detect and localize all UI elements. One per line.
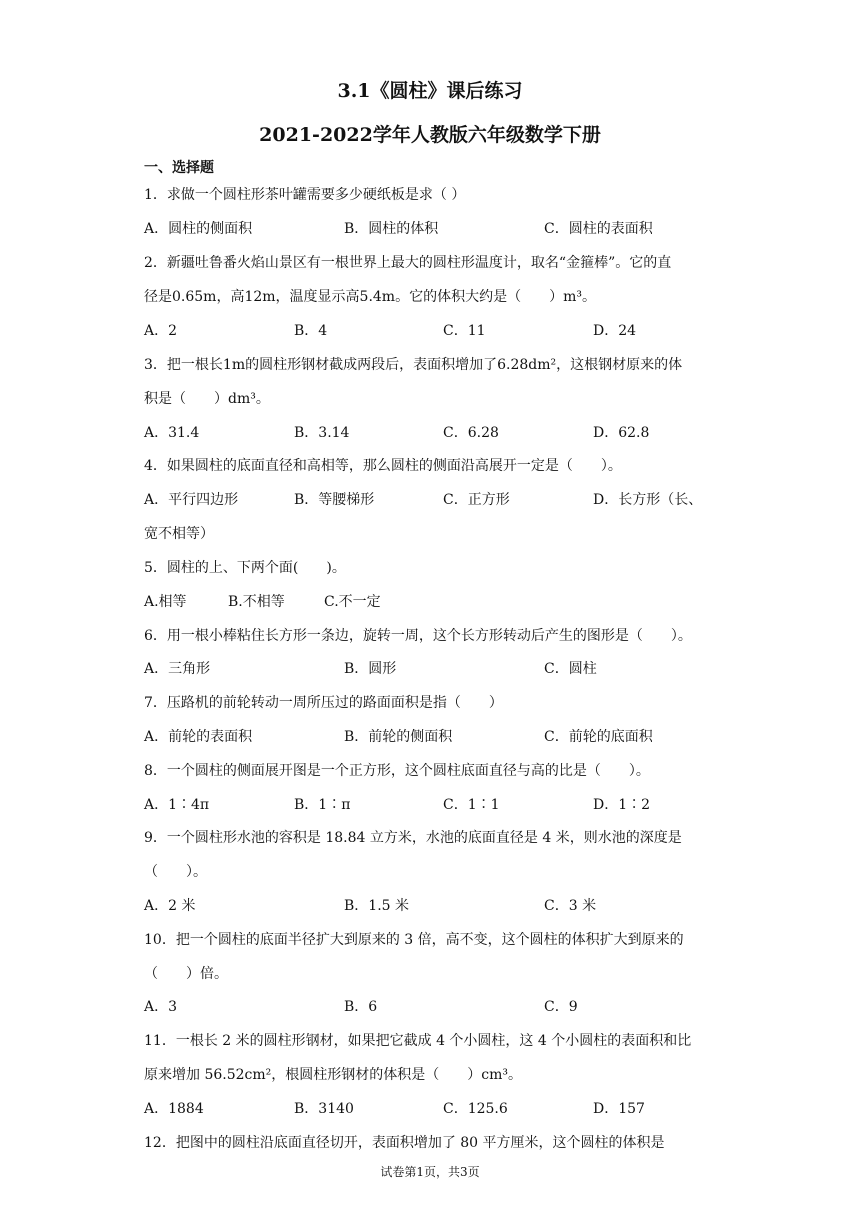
option-b: B．等腰梯形 — [294, 492, 375, 508]
option-c: C．125.6 — [443, 1101, 508, 1117]
option-a: A．三角形 — [144, 661, 211, 677]
page-subtitle: 2021-2022学年人教版六年级数学下册 — [259, 124, 601, 146]
section-heading: 一、选择题 — [144, 160, 214, 176]
option-a: A．31.4 — [144, 425, 200, 441]
option-c: C．圆柱的表面积 — [544, 221, 653, 237]
question-8: 8．一个圆柱的侧面展开图是一个正方形，这个圆柱底面直径与高的比是（ ）。 — [144, 763, 650, 779]
question-2-line-1: 2．新疆吐鲁番火焰山景区有一根世界上最大的圆柱形温度计，取名“金箍棒”。它的直 — [144, 255, 672, 271]
option-c: C．9 — [544, 999, 578, 1015]
option-b: B．6 — [344, 999, 378, 1015]
question-9-line-1: 9．一个圆柱形水池的容积是 18.84 立方米，水池的底面直径是 4 米，则水池的深度是 — [144, 830, 682, 846]
page-footer: 试卷第1页，共3页 — [380, 1165, 480, 1179]
option-b: B．3140 — [294, 1101, 354, 1117]
option-b: B．4 — [294, 323, 328, 339]
option-b: B．圆柱的体积 — [344, 221, 439, 237]
option-c: C．11 — [443, 323, 486, 339]
question-5: 5．圆柱的上、下两个面( )。 — [144, 560, 346, 576]
option-c: C．前轮的底面积 — [544, 729, 653, 745]
question-4-option-d-continued: 宽不相等） — [144, 526, 214, 542]
option-a: A．平行四边形 — [144, 492, 239, 508]
option-a: A.相等 — [144, 594, 187, 610]
option-c: C．圆柱 — [544, 661, 597, 677]
option-d: D．24 — [593, 323, 637, 339]
question-10-line-2: （ ）倍。 — [144, 966, 228, 982]
option-b: B．1.5 米 — [344, 898, 410, 914]
option-b: B．1∶π — [294, 797, 351, 813]
option-a: A．3 — [144, 999, 178, 1015]
option-c: C．6.28 — [443, 425, 499, 441]
question-3-line-2: 积是（ ）dm³。 — [144, 391, 270, 407]
option-a: A．2 米 — [144, 898, 196, 914]
option-d: D．157 — [593, 1101, 645, 1117]
question-6: 6．用一根小棒粘住长方形一条边，旋转一周，这个长方形转动后产生的图形是（ ）。 — [144, 628, 692, 644]
question-10-line-1: 10．把一个圆柱的底面半径扩大到原来的 3 倍，高不变，这个圆柱的体积扩大到原来的 — [144, 932, 684, 948]
question-7: 7．压路机的前轮转动一周所压过的路面面积是指（ ） — [144, 695, 503, 711]
option-b: B.不相等 — [228, 594, 285, 610]
question-11-line-1: 11．一根长 2 米的圆柱形钢材，如果把它截成 4 个小圆柱，这 4 个小圆柱的表面积和比 — [144, 1033, 692, 1049]
question-12: 12．把图中的圆柱沿底面直径切开，表面积增加了 80 平方厘米，这个圆柱的体积是 — [144, 1135, 665, 1151]
question-9-line-2: （ ）。 — [144, 864, 207, 880]
option-a: A．2 — [144, 323, 178, 339]
option-d: D．62.8 — [593, 425, 650, 441]
question-3-line-1: 3．把一根长1m的圆柱形钢材截成两段后，表面积增加了6.28dm²，这根钢材原来的体 — [144, 357, 683, 373]
question-1: 1．求做一个圆柱形茶叶罐需要多少硬纸板是求（ ） — [144, 187, 466, 203]
question-4: 4．如果圆柱的底面直径和高相等，那么圆柱的侧面沿高展开一定是（ ）。 — [144, 458, 622, 474]
option-c: C．正方形 — [443, 492, 510, 508]
option-c: C.不一定 — [324, 594, 381, 610]
option-d: D．长方形（长、 — [593, 492, 703, 508]
option-a: A．圆柱的侧面积 — [144, 221, 253, 237]
option-b: B．圆形 — [344, 661, 397, 677]
option-b: B．前轮的侧面积 — [344, 729, 453, 745]
option-d: D．1∶2 — [593, 797, 651, 813]
option-a: A．前轮的表面积 — [144, 729, 253, 745]
question-11-line-2: 原来增加 56.52cm²，根圆柱形钢材的体积是（ ）cm³。 — [144, 1067, 522, 1083]
option-a: A．1884 — [144, 1101, 204, 1117]
option-c: C．3 米 — [544, 898, 597, 914]
option-b: B．3.14 — [294, 425, 350, 441]
option-a: A．1∶4π — [144, 797, 210, 813]
option-c: C．1∶1 — [443, 797, 500, 813]
question-2-line-2: 径是0.65m，高12m，温度显示高5.4m。它的体积大约是（ ）m³。 — [144, 289, 596, 305]
page-title: 3.1《圆柱》课后练习 — [337, 80, 523, 102]
